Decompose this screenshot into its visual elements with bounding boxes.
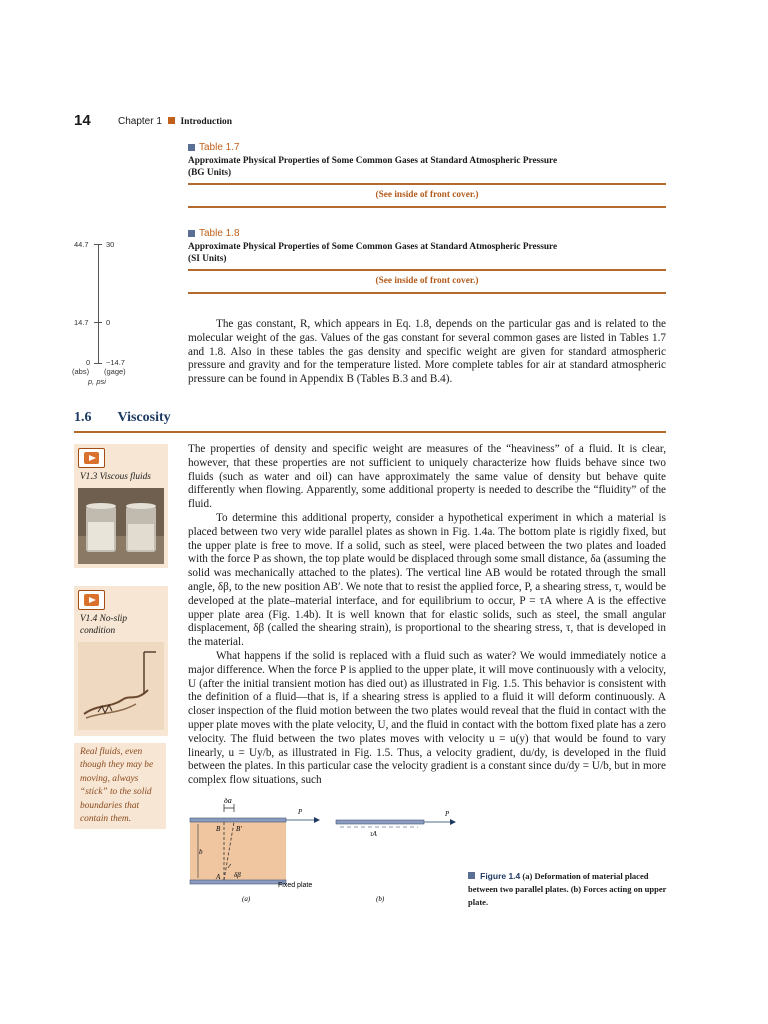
chapter-label: Chapter 1 — [118, 116, 162, 127]
video-sidebar-viscous-fluids[interactable] — [74, 444, 168, 568]
upper-plate — [190, 818, 286, 822]
margin-note: Real fluids, even though they may be moving, always “stick” to the solid boundaries that contain them. — [74, 743, 166, 829]
svg-text:b: b — [199, 848, 203, 856]
gas-constant-paragraph: The gas constant, R, which appears in Eq. 1.8, depends on the particular gas and is related to the molecular weight of the gas. Values of the gas constant for several common gases are listed in Tables 1.7 and 1.8. Also in these tables the gas density and specific weight are given for standard atmospheric pressure and gravity and for the temperature listed. More complete tables for air at standard atmospheric pressure can be found in Appendix B (Tables B.3 and B.4). — [188, 318, 666, 386]
scale-gage-value: 30 — [106, 240, 115, 249]
table-caption: Approximate Physical Properties of Some Common Gases at Standard Atmospheric Pressure (SI Units) — [188, 242, 558, 264]
video-sidebar-no-slip[interactable] — [74, 586, 168, 736]
scale-tick — [94, 363, 102, 364]
table-caption: Approximate Physical Properties of Some Common Gases at Standard Atmospheric Pressure (BG Units) — [188, 156, 558, 178]
section-number: 1.6 — [74, 410, 92, 425]
video-label: V1.4 No-slip condition — [80, 614, 128, 636]
svg-text:B: B — [216, 825, 221, 833]
play-video-icon[interactable] — [78, 590, 105, 610]
scale-gage-value: 0 — [106, 318, 111, 327]
svg-text:δβ: δβ — [234, 871, 241, 879]
scale-gage-label: (gage) — [104, 367, 126, 376]
svg-text:(a): (a) — [242, 895, 251, 903]
section-heading — [74, 410, 171, 426]
scale-abs-value: 14.7 — [74, 318, 89, 327]
figure-label: Figure 1.4 — [480, 871, 521, 881]
video-label: V1.3 Viscous fluids — [80, 472, 151, 482]
figure-caption — [468, 870, 668, 908]
chapter-title: Introduction — [180, 117, 233, 127]
section-rule — [74, 431, 666, 433]
running-header — [118, 116, 232, 127]
table-note: (See inside of front cover.) — [375, 190, 479, 200]
svg-text:τA: τA — [370, 830, 377, 838]
table-1-8-block — [188, 228, 666, 294]
svg-text:P: P — [298, 808, 303, 816]
svg-text:Fixed plate: Fixed plate — [278, 882, 313, 889]
scale-gage-value: −14.7 — [106, 358, 125, 367]
arrowhead-icon — [314, 817, 320, 823]
svg-text:(b): (b) — [376, 895, 385, 903]
paragraph: What happens if the solid is replaced with a fluid such as water? We would immediately notice a major difference. When the force P is applied to the upper plate, it will move continuously with a velocity, U (after the initial transient motion has died out) as illustrated in Fig. 1.5. This behavior is consistent with the definition of a fluid—that is, if a shearing stress is applied to a fluid it will deform continuously. A closer inspection of the fluid motion between the two plates would reveal that the fluid in contact with the upper plate moves with the plate velocity, U, and the fluid in contact with the bottom fixed plate has a zero velocity. The fluid between the two plates moves with velocity u = u(y) that would be found to vary linearly, u = Uy/b, as illustrated in Fig. 1.5. Thus, a velocity gradient, du/dy, is developed in the fluid between the plates. In this particular case the velocity gradient is a constant since du/dy = U/b, but in more complex flow situations, such — [188, 649, 666, 787]
square-bullet-icon — [168, 117, 175, 124]
svg-text:B′: B′ — [236, 825, 242, 833]
scale-abs-label: (abs) — [72, 367, 90, 376]
figure-1-4a — [184, 798, 324, 906]
table-label: Table 1.7 — [199, 142, 240, 153]
scale-abs-value: 44.7 — [74, 240, 89, 249]
no-slip-photo — [78, 642, 164, 730]
table-rule — [188, 206, 666, 208]
figure-caption-text: (a) Deformation of material placed between two parallel plates. (b) Forces acting on upper plate. — [468, 871, 667, 907]
table-label: Table 1.8 — [199, 228, 240, 239]
scale-tick — [94, 322, 102, 323]
fixed-plate — [190, 880, 286, 884]
square-bullet-icon — [188, 144, 195, 151]
table-1-7-block — [188, 142, 666, 208]
paragraph: The properties of density and specific weight are measures of the “heaviness” of a fluid. It is clear, however, that these properties are not sufficient to uniquely characterize how fluids behave since two fluids (such as water and oil) can have approximately the same value of density but behave quite differently when flowing. Apparently, some additional property is needed to describe the “fluidity” of the fluid. — [188, 443, 666, 511]
section-title: Viscosity — [117, 410, 171, 425]
paragraph: To determine this additional property, consider a hypothetical experiment in which a material is placed between two very wide parallel plates as shown in Fig. 1.4a. The bottom plate is rigidly fixed, but the upper plate is free to move. If a solid, such as steel, were placed between the two plates and loaded with the force P as shown, the top plate would be displaced through some small distance, δa (assuming the solid was mechanically attached to the plates). The vertical line AB would be rotated through the small angle, δβ, to the new position AB′. We note that to resist the applied force, P, a shearing stress, τ, would be developed at the plate–material interface, and for equilibrium to occur, P = τA where A is the effective upper plate area (Fig. 1.4b). It is well known that for elastic solids, such as steel, the small angular displacement, δβ (called the shearing strain), is proportional to the shearing stress, τ, that is developed in the material. — [188, 511, 666, 649]
svg-text:P: P — [445, 810, 450, 818]
square-bullet-icon — [468, 872, 475, 879]
pressure-scale-axis — [98, 244, 99, 364]
svg-text:A: A — [216, 873, 221, 881]
scale-tick — [94, 244, 102, 245]
scale-abs-value: 0 — [86, 358, 91, 367]
beakers-photo — [78, 488, 164, 564]
upper-plate — [336, 820, 424, 824]
table-rule — [188, 292, 666, 294]
arrowhead-icon — [450, 819, 456, 825]
figure-1-4b — [330, 798, 460, 906]
svg-text:δa: δa — [224, 798, 232, 805]
viscosity-text — [188, 443, 666, 788]
page-number: 14 — [74, 112, 91, 129]
table-note: (See inside of front cover.) — [375, 276, 479, 286]
play-video-icon[interactable] — [78, 448, 105, 468]
square-bullet-icon — [188, 230, 195, 237]
scale-unit-label: p, psi — [88, 377, 106, 386]
